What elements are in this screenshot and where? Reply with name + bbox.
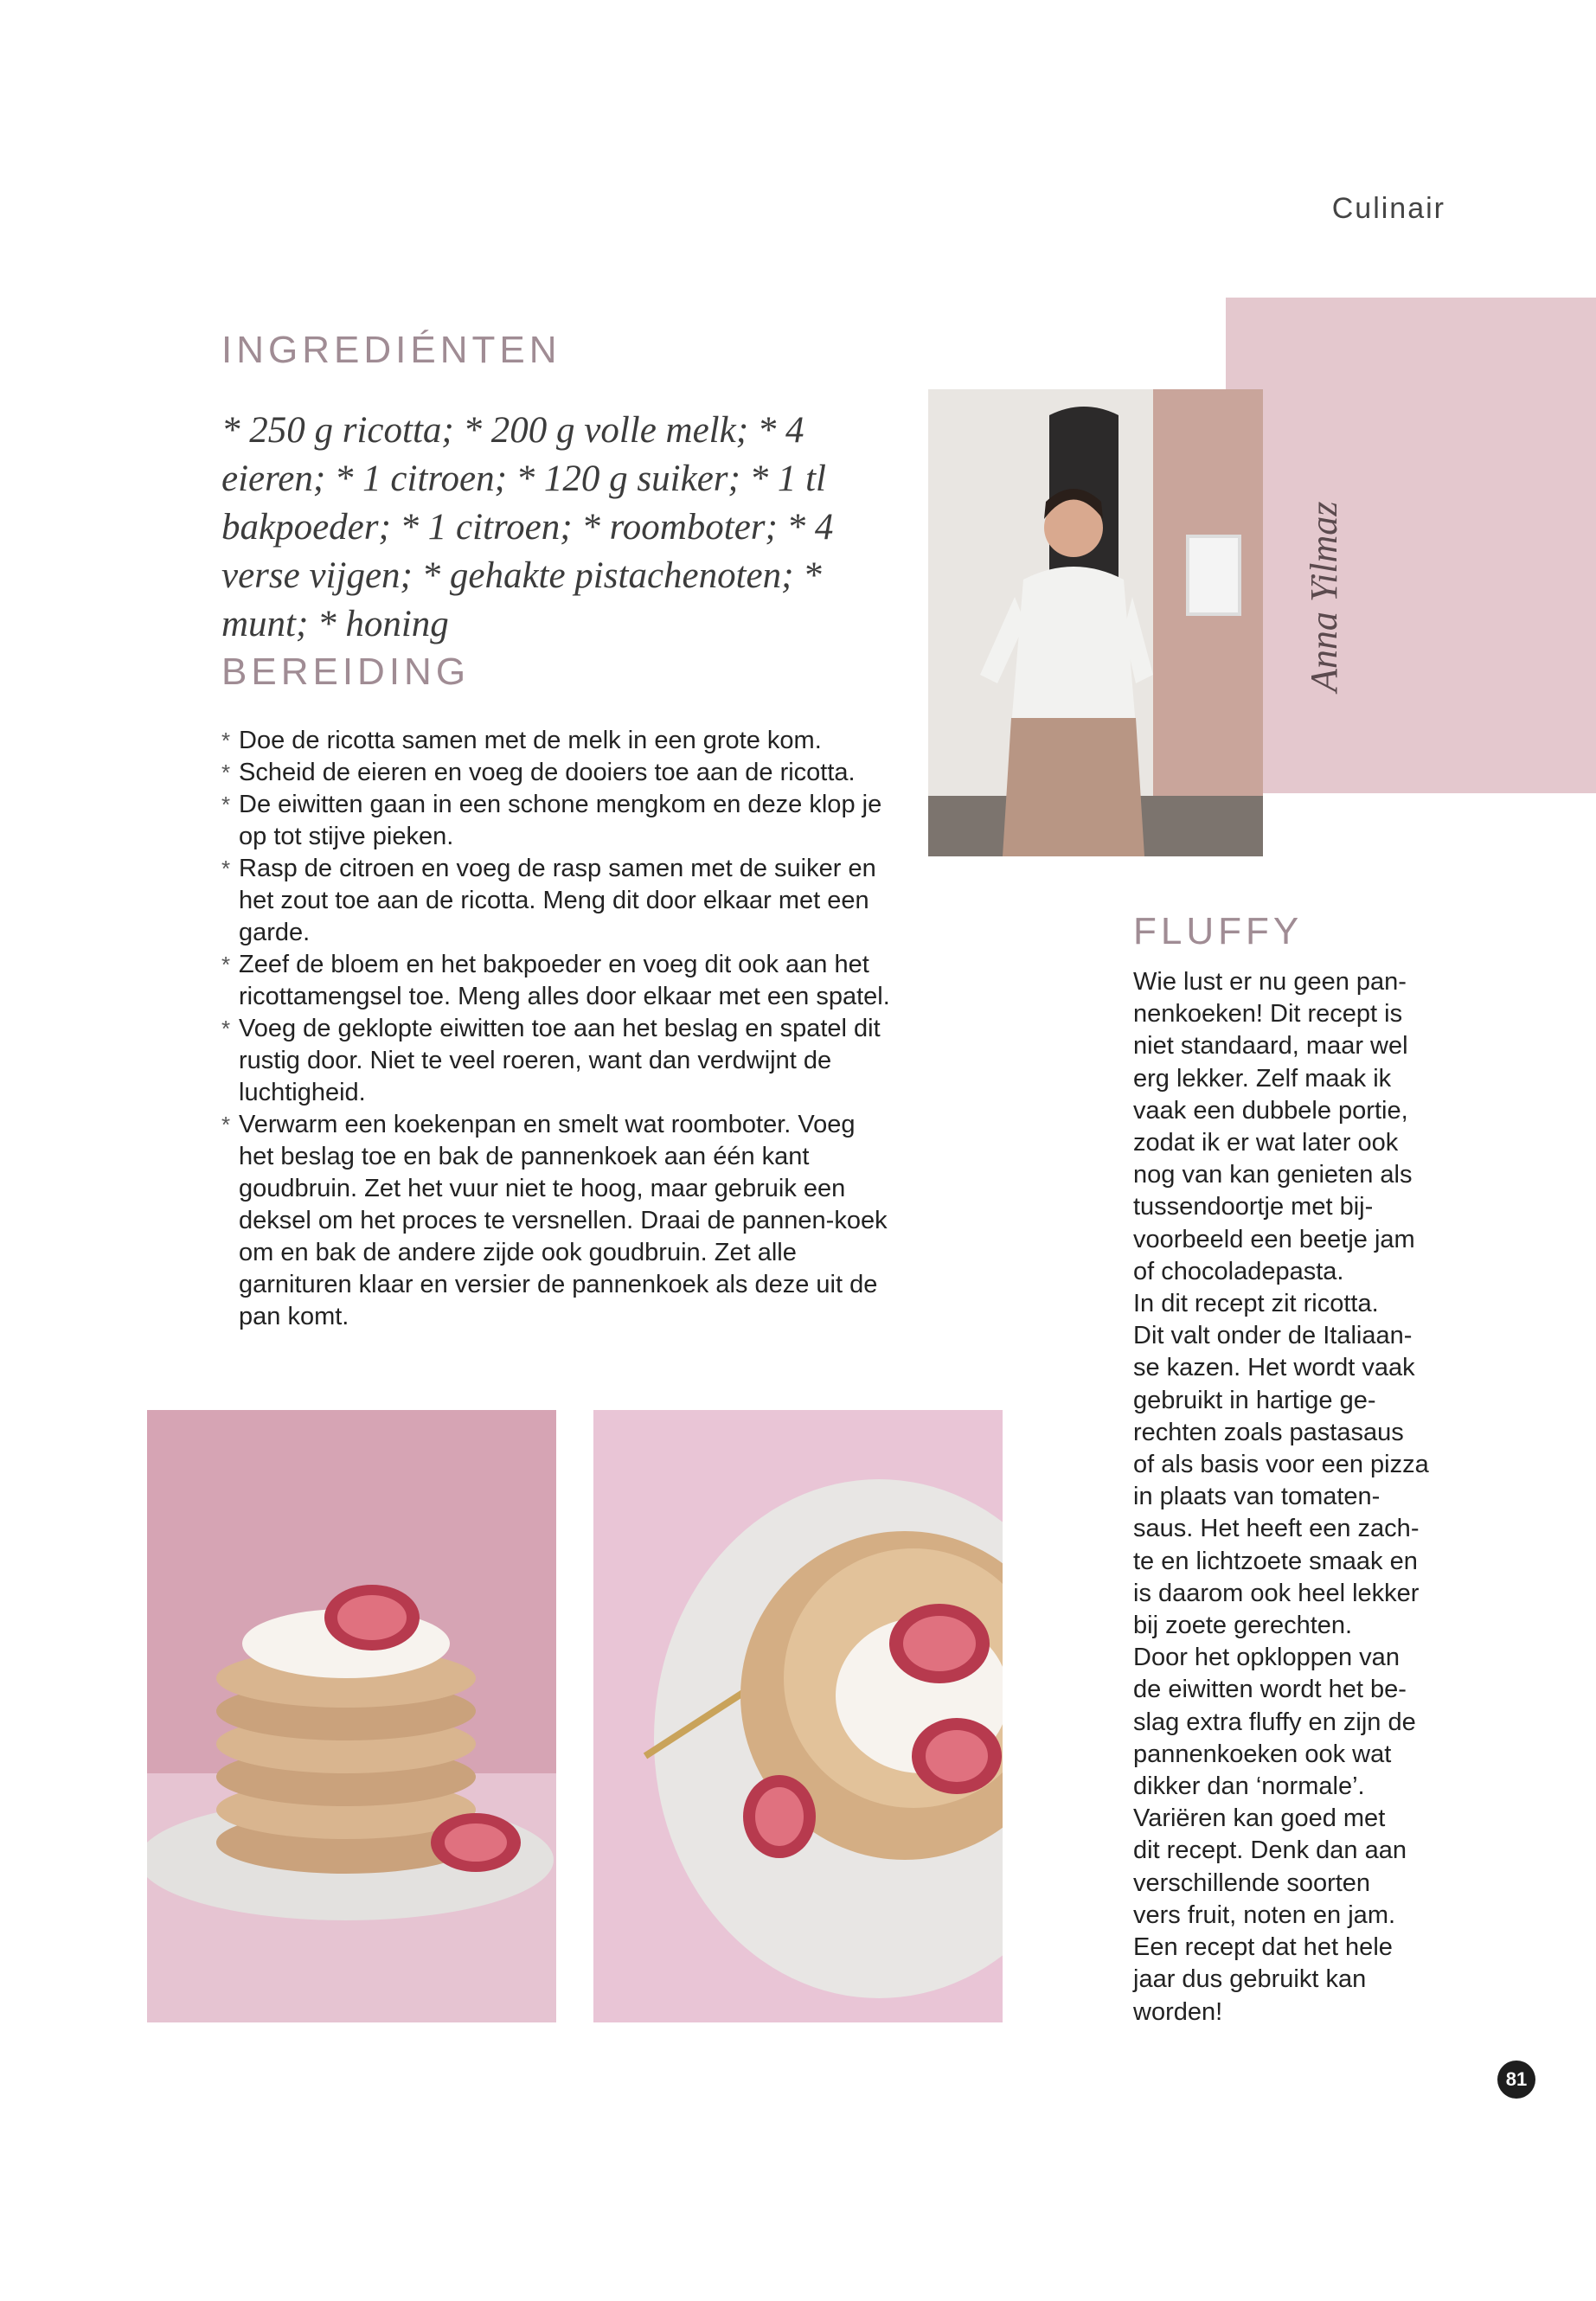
ingredients-title: INGREDIÉNTEN (221, 329, 561, 371)
step-item: * Voeg de geklopte eiwitten toe aan het beslag en spatel dit rustig door. Niet te veel roeren, want dan verdwijnt de luchtigheid. (221, 1013, 896, 1109)
preparation-title: BEREIDING (221, 651, 471, 693)
portrait-name: Anna Yilmaz (1303, 501, 1345, 692)
pancake-stack-photo (147, 1410, 556, 2022)
step-item: * Zeef de bloem en het bakpoeder en voeg dit ook aan het ricottamengsel toe. Meng alles door elkaar met een spatel. (221, 949, 896, 1013)
preparation-steps (221, 725, 896, 1333)
step-item: * Doe de ricotta samen met de melk in een grote kom. (221, 725, 896, 757)
step-item: * Rasp de citroen en voeg de rasp samen met de suiker en het zout toe aan de ricotta. Meng dit door elkaar met een garde. (221, 853, 896, 949)
portrait-photo (928, 389, 1263, 856)
pink-accent-block (1226, 298, 1596, 793)
step-item: * Scheid de eieren en voeg de dooiers toe aan de ricotta. (221, 757, 896, 789)
fluffy-title: FLUFFY (1133, 910, 1304, 952)
step-item: * De eiwitten gaan in een schone mengkom en deze klop je op tot stijve pieken. (221, 789, 896, 853)
pancake-plate-photo (593, 1410, 1003, 2022)
ingredients-text: * 250 g ricotta; * 200 g volle melk; * 4 eieren; * 1 citroen; * 120 g suiker; * 1 tl bakpoeder; * 1 citroen; * roomboter; * 4 verse vijgen; * gehakte pistachenoten; * munt; * honing (221, 410, 834, 644)
fluffy-text: Wie lust er nu geen pan- nenkoeken! Dit recept is niet standaard, maar wel erg lekker. Zelf maak ik vaak een dubbele portie, zodat ik er wat later ook nog van kan genieten als tussendoortje met bij- voorbeeld een beetje jam of chocoladepasta. In dit recept zit ricotta. Dit valt onder de Italiaan- se kazen. Het wordt vaak gebruikt in hartige ge- rechten zoals pastasaus of als basis voor een pizza in plaats van tomaten- saus. Het heeft een zach- te en lichtzoete smaak en is daarom ook heel lekker bij zoete gerechten. Door het opkloppen van de eiwitten wordt het be- slag extra fluffy en zijn de pannenkoeken ook wat dikker dan ‘normale’. Variëren kan goed met dit recept. Denk dan aan verschillende soorten vers fruit, noten en jam. Een recept dat het hele jaar dus gebruikt kan worden! (1133, 968, 1429, 2026)
step-item: * Verwarm een koekenpan en smelt wat roomboter. Voeg het beslag toe en bak de pannenkoek aan één kant goudbruin. Zet het vuur niet te hoog, maar gebruik een deksel om het proces te versnellen. Draai de pannen-koek om en bak de andere zijde ook goudbruin. Zet alle garnituren klaar en versier de pannenkoek als deze uit de pan komt. (221, 1109, 896, 1333)
page-number-badge: 81 (1497, 2061, 1535, 2099)
section-label: Culinair (1331, 192, 1445, 225)
